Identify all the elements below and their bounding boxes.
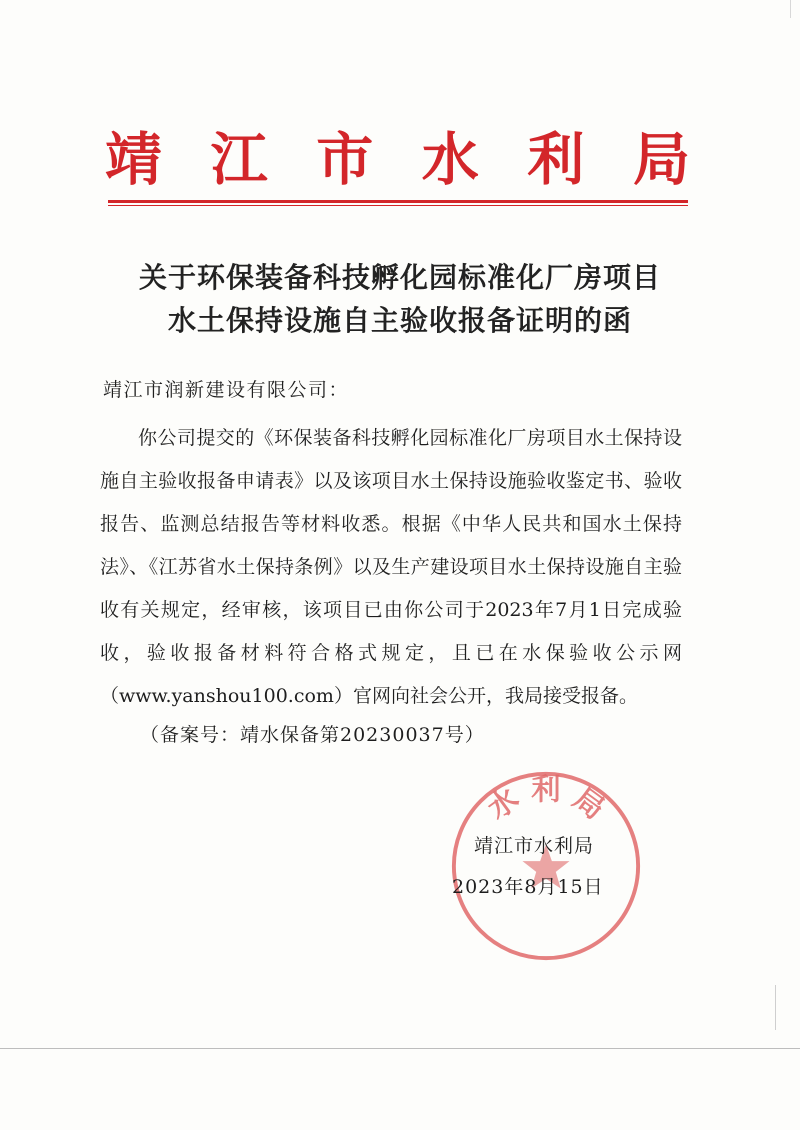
body-paragraph bbox=[100, 417, 682, 718]
scan-edge-line bbox=[0, 1048, 800, 1049]
body-text: 你公司提交的《环保装备科技孵化园标准化厂房项目水土保持设施自主验收报备申请表》以及该项目水土保持设施验收鉴定书、验收报告、监测总结报告等材料收悉。根据《中华人民共和国水土保持法》、《江苏省水土保持条例》以及生产建设项目水土保持设施自主验收有关规定，经审核，该项目已由你公司于2023年7月1日完成验收，验收报备材料符合格式规定，且已在水保验收公示网（www.yanshou100.com）官网向社会公开，我局接受报备。 bbox=[100, 427, 682, 707]
seal-text: 水 利 局 bbox=[480, 771, 612, 826]
document-title-line1: 关于环保装备科技孵化园标准化厂房项目 bbox=[138, 261, 661, 294]
letterhead-divider-thick bbox=[108, 200, 688, 203]
letterhead-title bbox=[105, 125, 690, 195]
official-seal bbox=[448, 768, 644, 964]
letterhead-char: 局 bbox=[632, 126, 690, 193]
seal-graphic bbox=[448, 768, 644, 964]
scan-edge-mark bbox=[775, 985, 776, 1030]
signature-date: 2023年8月15日 bbox=[452, 876, 604, 898]
signature-organization: 靖江市水利局 bbox=[474, 835, 595, 857]
letterhead-char: 江 bbox=[210, 126, 268, 193]
scan-corner-mark bbox=[790, 0, 791, 18]
letterhead-divider-thin bbox=[108, 205, 688, 206]
document-title-line2: 水土保持设施自主验收报备证明的函 bbox=[167, 304, 632, 337]
letterhead-char: 市 bbox=[316, 126, 374, 193]
letterhead-char: 利 bbox=[527, 126, 585, 193]
letterhead-char: 水 bbox=[421, 126, 479, 193]
addressee: 靖江市润新建设有限公司： bbox=[103, 379, 350, 401]
letterhead-char: 靖 bbox=[105, 126, 162, 193]
filing-number: （备案号：靖水保备第20230037号） bbox=[140, 724, 485, 746]
